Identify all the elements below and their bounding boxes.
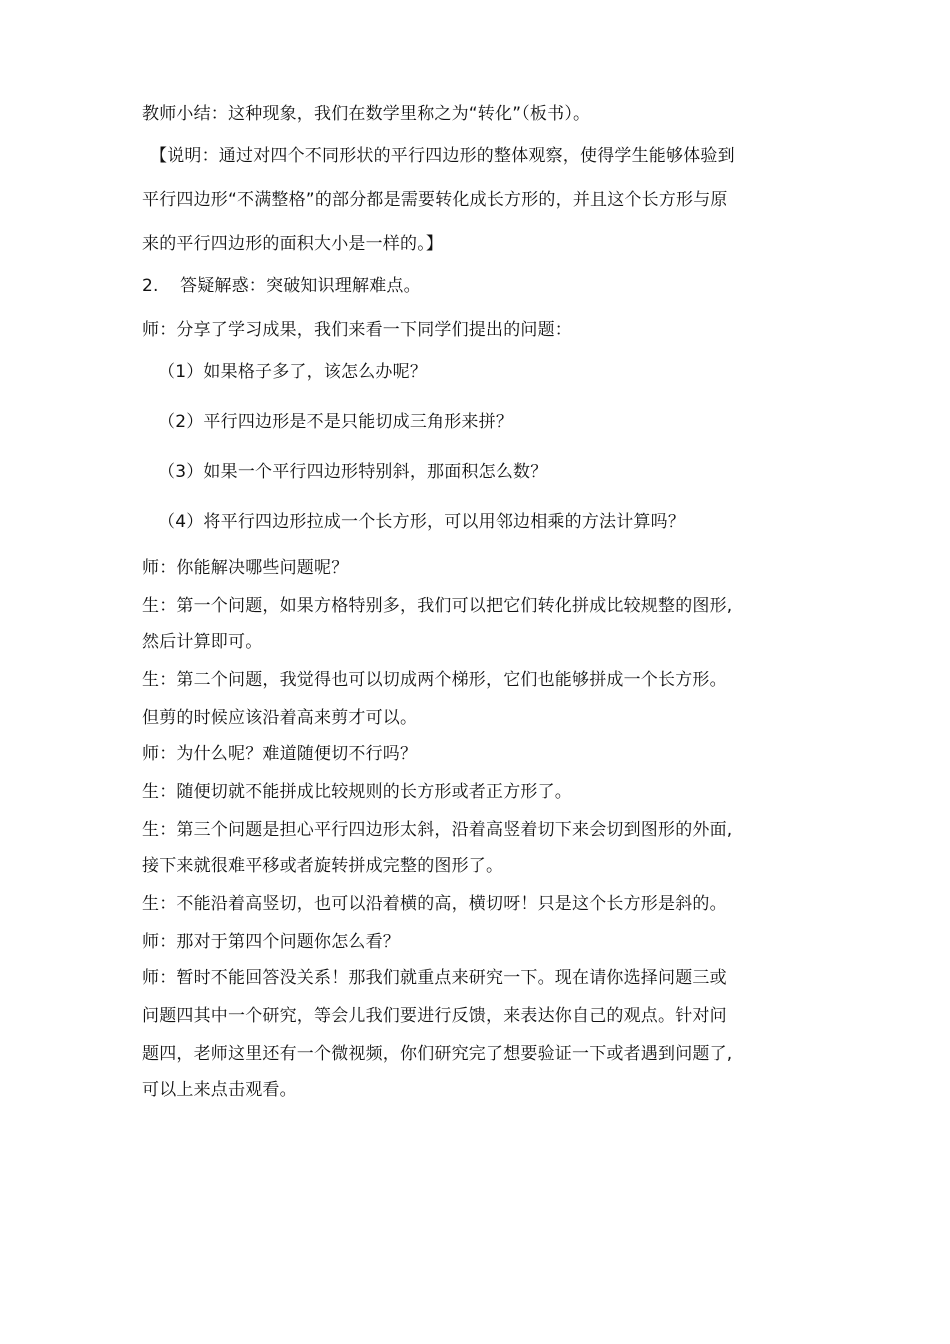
note-line-1: 【说明：通过对四个不同形状的平行四边形的整体观察，使得学生能够体验到: [150, 146, 735, 166]
question-4: （4）将平行四边形拉成一个长方形，可以用邻边相乘的方法计算吗？: [158, 512, 686, 532]
dialogue-line: 生：不能沿着高竖切，也可以沿着横的高，横切呀！只是这个长方形是斜的。: [142, 894, 727, 914]
section-number: 2.: [142, 276, 159, 296]
section-heading: [142, 274, 421, 298]
dialogue-line: 师：为什么呢？难道随便切不行吗？: [142, 744, 418, 764]
note-line-3: 来的平行四边形的面积大小是一样的。】: [142, 234, 444, 254]
question-1: （1）如果格子多了，该怎么办呢？: [158, 362, 428, 382]
dialogue-line: 生：随便切就不能拼成比较规则的长方形或者正方形了。: [142, 782, 572, 802]
dialogue-line: 生：第三个问题是担心平行四边形太斜，沿着高竖着切下来会切到图形的外面,: [142, 820, 733, 840]
teacher-summary: 教师小结：这种现象，我们在数学里称之为“转化”（板书）。: [142, 104, 591, 124]
question-2: （2）平行四边形是不是只能切成三角形来拼？: [158, 412, 514, 432]
dialogue-line: 但剪的时候应该沿着高来剪才可以。: [142, 708, 418, 728]
dialogue-line: 生：第一个问题，如果方格特别多，我们可以把它们转化拼成比较规整的图形,: [142, 596, 733, 616]
question-3: （3）如果一个平行四边形特别斜，那面积怎么数？: [158, 462, 548, 482]
dialogue-line: 问题四其中一个研究，等会儿我们要进行反馈，来表达你自己的观点。针对问: [142, 1006, 727, 1026]
dialogue-line: 题四，老师这里还有一个微视频，你们研究完了想要验证一下或者遇到问题了,: [142, 1044, 733, 1064]
dialogue-line: 接下来就很难平移或者旋转拼成完整的图形了。: [142, 856, 504, 876]
dialogue-line: 生：第二个问题，我觉得也可以切成两个梯形，它们也能够拼成一个长方形。: [142, 670, 727, 690]
dialogue-line: 然后计算即可。: [142, 632, 263, 652]
dialogue-line: 师：那对于第四个问题你怎么看？: [142, 932, 400, 952]
dialogue-line: 师：暂时不能回答没关系！那我们就重点来研究一下。现在请你选择问题三或: [142, 968, 727, 988]
note-line-2: 平行四边形“不满整格”的部分都是需要转化成长方形的，并且这个长方形与原: [142, 190, 728, 210]
teacher-line-questions: 师：分享了学习成果，我们来看一下同学们提出的问题：: [142, 320, 572, 340]
dialogue-line: 师：你能解决哪些问题呢？: [142, 558, 349, 578]
section-title: 答疑解惑：突破知识理解难点。: [180, 276, 421, 296]
dialogue-line: 可以上来点击观看。: [142, 1080, 297, 1100]
